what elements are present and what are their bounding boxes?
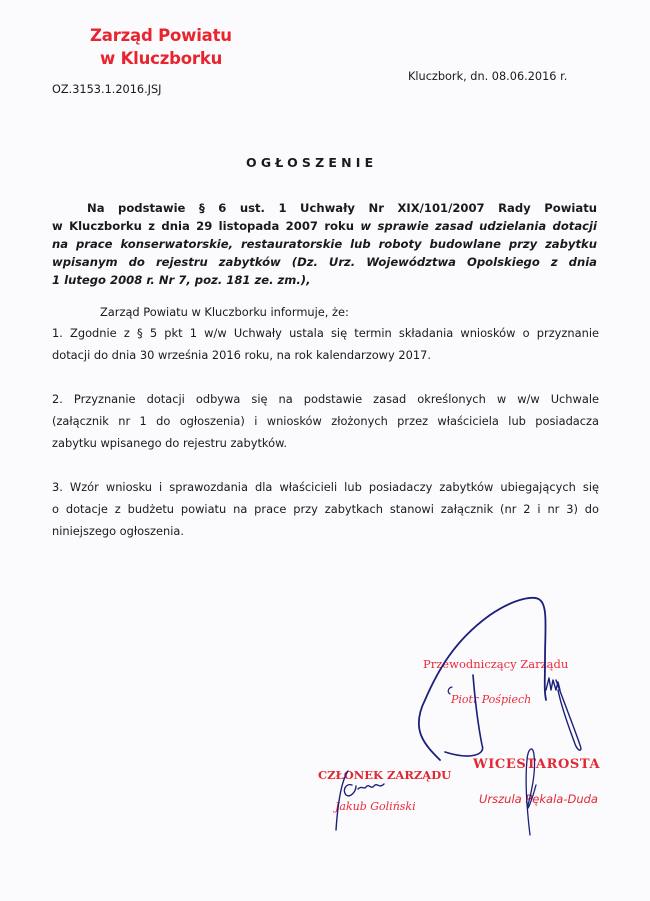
place-and-date: Kluczbork, dn. 08.06.2016 r.: [408, 70, 568, 83]
chairman-name: Piotr Pośpiech: [451, 693, 532, 706]
item-1: [52, 322, 599, 366]
item-3-line-3: niniejszego ogłoszenia.: [52, 524, 184, 538]
intro-line-4: wpisanym do rejestru zabytków (Dz. Urz. Województwa Opolskiego z dnia: [52, 255, 597, 269]
item-2-line-1: 2. Przyznanie dotacji odbywa się na podstawie zasad określonych w w/w Uchwale: [52, 392, 599, 406]
document-title: OGŁOSZENIE: [246, 155, 378, 170]
informs-statement: Zarząd Powiatu w Kluczborku informuje, że:: [100, 305, 349, 319]
intro-line-2: [52, 217, 597, 235]
chairman-signature-stem: [445, 675, 483, 756]
item-3: [52, 476, 599, 542]
reference-number: OZ.3153.1.2016.JSJ: [52, 83, 162, 96]
intro-line-2-bold: w Kluczborku z dnia 29 listopada 2007 roku: [52, 219, 361, 233]
office-stamp-line-2: w Kluczborku: [100, 49, 223, 68]
chairman-signature: [419, 598, 546, 760]
intro-line-1: Na podstawie § 6 ust. 1 Uchwały Nr XIX/101/2007 Rady Powiatu: [87, 201, 597, 215]
item-2-line-2: (załącznik nr 1 do ogłoszenia) i wniosków złożonych przez właściciela lub posiadacza: [52, 414, 599, 428]
office-stamp-line-1: Zarząd Powiatu: [90, 26, 232, 45]
intro-line-3: na prace konserwatorskie, restauratorskie lub roboty budowlane przy zabytku: [52, 237, 597, 251]
item-3-line-2: o dotacje z budżetu powiatu na prace przy zabytkach stanowi załącznik (nr 2 i nr 3) do: [52, 502, 599, 516]
board-member-role: CZŁONEK ZARZĄDU: [318, 768, 452, 782]
item-2: [52, 388, 599, 454]
item-1-line-1: 1. Zgodnie z § 5 pkt 1 w/w Uchwały ustala się termin składania wniosków o przyznanie: [52, 326, 599, 340]
intro-line-2-italic: w sprawie zasad udzielania dotacji: [360, 219, 597, 233]
chairman-role: Przewodniczący Zarządu: [423, 657, 569, 671]
item-2-line-3: zabytku wpisanego do rejestru zabytków.: [52, 436, 287, 450]
legal-basis-paragraph: [52, 199, 597, 289]
vice-starost-role: WICESTAROSTA: [473, 757, 601, 772]
chairman-signature-scrawl: [546, 678, 581, 750]
vice-starost-name: Urszula Pękala-Duda: [479, 792, 598, 806]
intro-line-5: 1 lutego 2008 r. Nr 7, poz. 181 ze. zm.),: [52, 273, 311, 287]
board-member-name: Jakub Goliński: [335, 800, 416, 813]
item-1-line-2: dotacji do dnia 30 września 2016 roku, na rok kalendarzowy 2017.: [52, 348, 431, 362]
item-3-line-1: 3. Wzór wniosku i sprawozdania dla właścicieli lub posiadaczy zabytków ubiegających się: [52, 480, 599, 494]
